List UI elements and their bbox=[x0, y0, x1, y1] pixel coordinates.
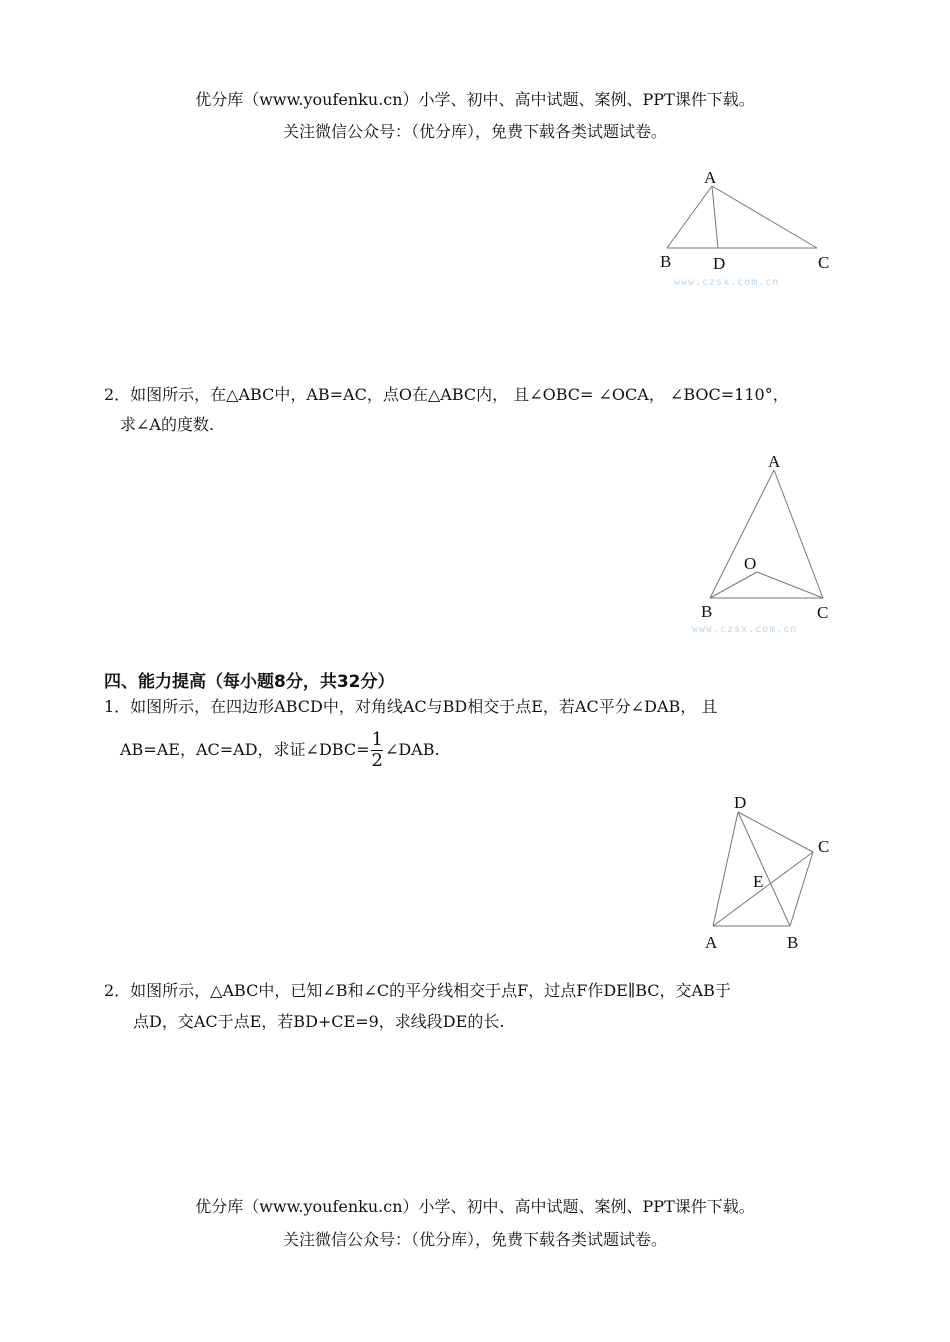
q3-2-line-1: 2．如图所示，在△ABC中，AB=AC，点O在△ABC内， 且∠OBC= ∠OCA， ∠BOC=110°， bbox=[104, 385, 789, 404]
label-e: E bbox=[753, 872, 764, 891]
segment-ab bbox=[710, 470, 774, 598]
q4-1-line-1: 1．如图所示，在四边形ABCD中，对角线AC与BD相交于点E，若AC平分∠DAB， 且 bbox=[104, 697, 718, 716]
q4-1-line-2 bbox=[120, 726, 440, 774]
segment-ac bbox=[712, 186, 817, 248]
q4-1-line-2-pre: AB=AE，AC=AD，求证∠DBC= bbox=[120, 740, 370, 759]
header-line-2: 关注微信公众号：（优分库），免费下载各类试题试卷。 bbox=[282, 122, 667, 141]
label-d: D bbox=[713, 254, 726, 273]
q3-2-line-2: 求∠A的度数. bbox=[120, 415, 215, 434]
label-b: B bbox=[701, 602, 713, 621]
label-b: B bbox=[787, 933, 799, 952]
label-c: C bbox=[818, 253, 830, 272]
label-a: A bbox=[768, 452, 781, 471]
segment-dc bbox=[738, 812, 813, 852]
q4-2-line-2: 点D，交AC于点E，若BD+CE=9，求线段DE的长. bbox=[133, 1012, 505, 1031]
footer-line-2: 关注微信公众号：（优分库），免费下载各类试题试卷。 bbox=[282, 1230, 667, 1249]
segment-oc bbox=[757, 572, 823, 598]
figure-triangle-o bbox=[690, 448, 840, 638]
label-o: O bbox=[744, 554, 757, 573]
figure-triangle-abd bbox=[650, 162, 840, 292]
segment-ac bbox=[774, 470, 823, 598]
footer-line-1: 优分库（www.youfenku.cn）小学、初中、高中试题、案例、PPT课件下载。 bbox=[195, 1197, 755, 1216]
label-d: D bbox=[734, 793, 747, 812]
segment-ab bbox=[667, 186, 712, 248]
label-b: B bbox=[660, 252, 672, 271]
header-line-1: 优分库（www.youfenku.cn）小学、初中、高中试题、案例、PPT课件下载。 bbox=[195, 90, 755, 109]
watermark: www.czsx.com.cn bbox=[692, 624, 798, 635]
fraction-denominator: 2 bbox=[371, 750, 383, 771]
segment-ad bbox=[712, 186, 718, 248]
fraction-one-half bbox=[371, 730, 382, 771]
figure-quadrilateral-abcd bbox=[690, 788, 850, 960]
watermark: www.czsx.com.cn bbox=[674, 277, 780, 288]
q4-1-line-2-post: ∠DAB. bbox=[384, 740, 440, 759]
segment-cb bbox=[790, 852, 813, 926]
q4-2-line-1: 2．如图所示，△ABC中，已知∠B和∠C的平分线相交于点F，过点F作DE∥BC，交AB于 bbox=[104, 981, 731, 1000]
label-a: A bbox=[704, 168, 717, 187]
section-4-title: 四、能力提高（每小题8分，共32分） bbox=[104, 672, 395, 692]
diagonal-bd bbox=[738, 812, 790, 926]
fraction-numerator: 1 bbox=[371, 729, 383, 750]
label-c: C bbox=[818, 837, 830, 856]
label-c: C bbox=[817, 603, 829, 622]
segment-ad bbox=[713, 812, 738, 926]
label-a: A bbox=[705, 933, 718, 952]
